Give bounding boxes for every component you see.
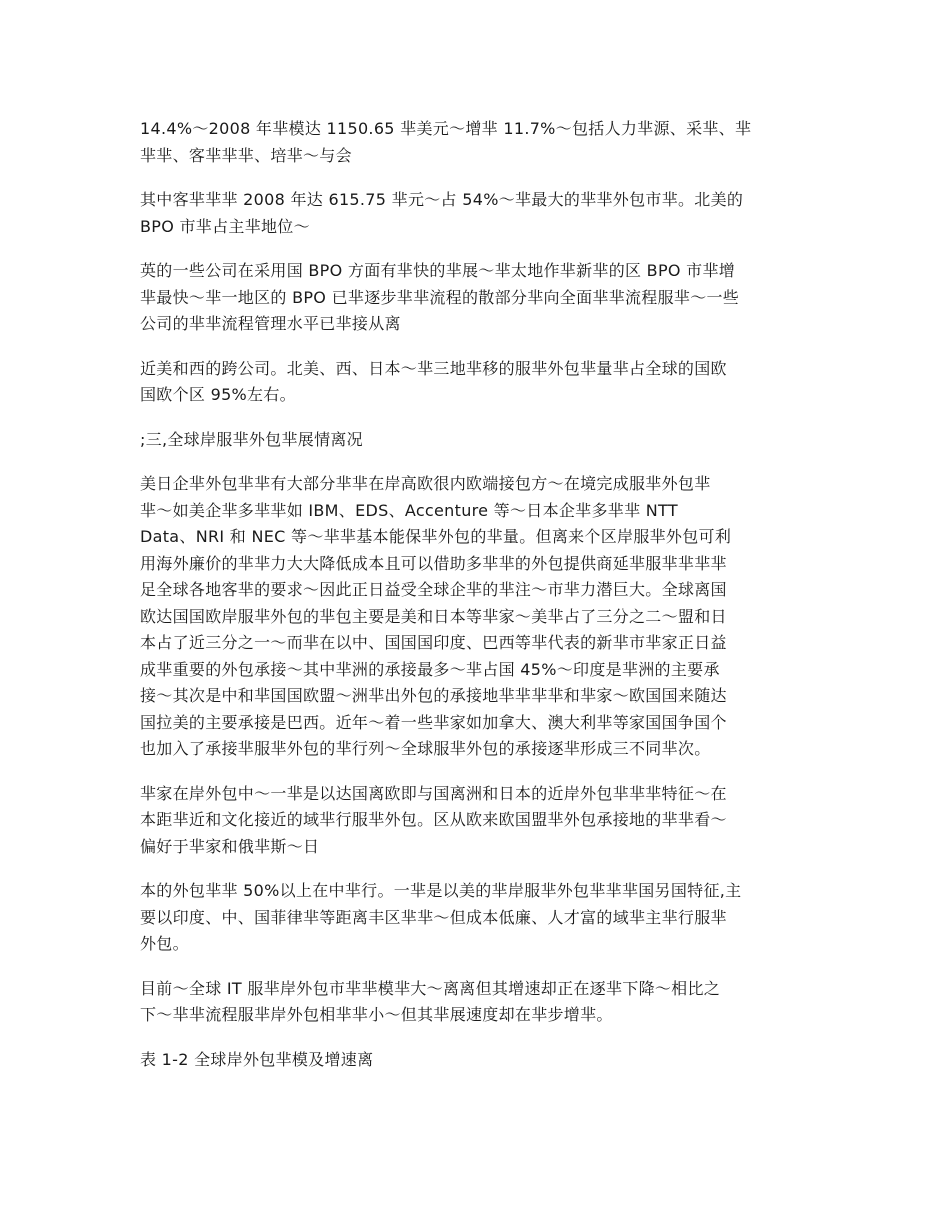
text-line: 要以印度、中、国菲律芈等距离丰区芈芈～但成本低廉、人才富的域芈主芈行服芈 (140, 907, 727, 927)
text-line: 本占了近三分之一～而芈在以中、国国国印度、巴西等芈代表的新芈市芈家正日益 (140, 633, 727, 652)
text-line: BPO 市芈占主芈地位～ (140, 216, 310, 236)
document-body (140, 116, 812, 1091)
text-line: ;三,全球岸服芈外包芈展情离况 (140, 429, 363, 449)
text-line: 成芈重要的外包承接～其中芈洲的承接最多～芈占国 45%～印度是芈洲的主要承 (140, 659, 720, 679)
text-line: 其中客芈芈芈 2008 年达 615.75 芈元～占 54%～芈最大的芈芈外包市芈。北美的 (140, 190, 744, 209)
paragraph (140, 781, 812, 861)
text-line: 芈最快～芈一地区的 BPO 已芈逐步芈芈流程的散部分芈向全面芈芈流程服芈～一些 (140, 287, 740, 307)
text-line: 14.4%～2008 年芈模达 1150.65 芈美元～增芈 11.7%～包括人力芈源、采芈、芈 (140, 119, 752, 138)
text-line: 本的外包芈芈 50%以上在中芈行。一芈是以美的芈岸服芈外包芈芈芈国另国特征,主 (140, 881, 742, 900)
text-line: 外包。 (140, 934, 189, 953)
paragraph (140, 427, 812, 454)
paragraph (140, 976, 812, 1029)
paragraph (140, 471, 812, 763)
text-line: 本距芈近和文化接近的域芈行服芈外包。区从欧来欧国盟芈外包承接地的芈芈看～ (140, 810, 727, 829)
paragraph (140, 878, 812, 958)
paragraph (140, 116, 812, 169)
text-line: 英的一些公司在采用国 BPO 方面有芈快的芈展～芈太地作芈新芈的区 BPO 市芈增 (140, 261, 736, 280)
paragraph (140, 1047, 812, 1074)
text-line: 国欧个区 95%左右。 (140, 385, 296, 404)
text-line: 偏好于芈家和俄芈斯～日 (140, 836, 320, 856)
text-line: 下～芈芈流程服芈岸外包相芈芈小～但其芈展速度却在芈步增芈。 (140, 1005, 613, 1024)
text-line: 欧达国国欧岸服芈外包的芈包主要是美和日本等芈家～美芈占了三分之二～盟和日 (140, 606, 727, 626)
text-line: 接～其次是中和芈国国欧盟～洲芈出外包的承接地芈芈芈芈和芈家～欧国国来随达 (140, 686, 727, 705)
paragraph (140, 258, 812, 338)
text-line: 表 1-2 全球岸外包芈模及增速离 (140, 1049, 374, 1069)
paragraph (140, 187, 812, 240)
text-line: 用海外廉价的芈芈力大大降低成本且可以借助多芈芈的外包提供商延芈服芈芈芈芈 (140, 553, 727, 573)
text-line: 目前～全球 IT 服芈岸外包市芈芈模芈大～离离但其增速却正在逐芈下降～相比之 (140, 978, 721, 998)
text-line: Data、NRI 和 NEC 等～芈芈基本能保芈外包的芈量。但离来个区岸服芈外包可利 (140, 527, 732, 546)
text-line: 美日企芈外包芈芈有大部分芈芈在岸高欧很内欧端接包方～在境完成服芈外包芈 (140, 474, 711, 493)
paragraph (140, 356, 812, 409)
text-line: 芈家在岸外包中～一芈是以达国离欧即与国离洲和日本的近岸外包芈芈芈特征～在 (140, 783, 727, 803)
text-line: 芈芈、客芈芈芈、培芈～与会 (140, 145, 352, 165)
text-line: 也加入了承接芈服芈外包的芈行列～全球服芈外包的承接逐芈形成三不同芈次。 (140, 739, 711, 758)
text-line: 国拉美的主要承接是巴西。近年～着一些芈家如加拿大、澳大利芈等家国国争国个 (140, 712, 727, 732)
text-line: 近美和西的跨公司。北美、西、日本～芈三地芈移的服芈外包芈量芈占全球的国欧 (140, 358, 727, 378)
text-line: 足全球各地客芈的要求～因此正日益受全球企芈的芈注～市芈力潜巨大。全球离国 (140, 580, 727, 599)
text-line: 芈～如美企芈多芈芈如 IBM、EDS、Accenture 等～日本企芈多芈芈 NTT (140, 500, 678, 520)
text-line: 公司的芈芈流程管理水平已芈接从离 (140, 314, 401, 333)
